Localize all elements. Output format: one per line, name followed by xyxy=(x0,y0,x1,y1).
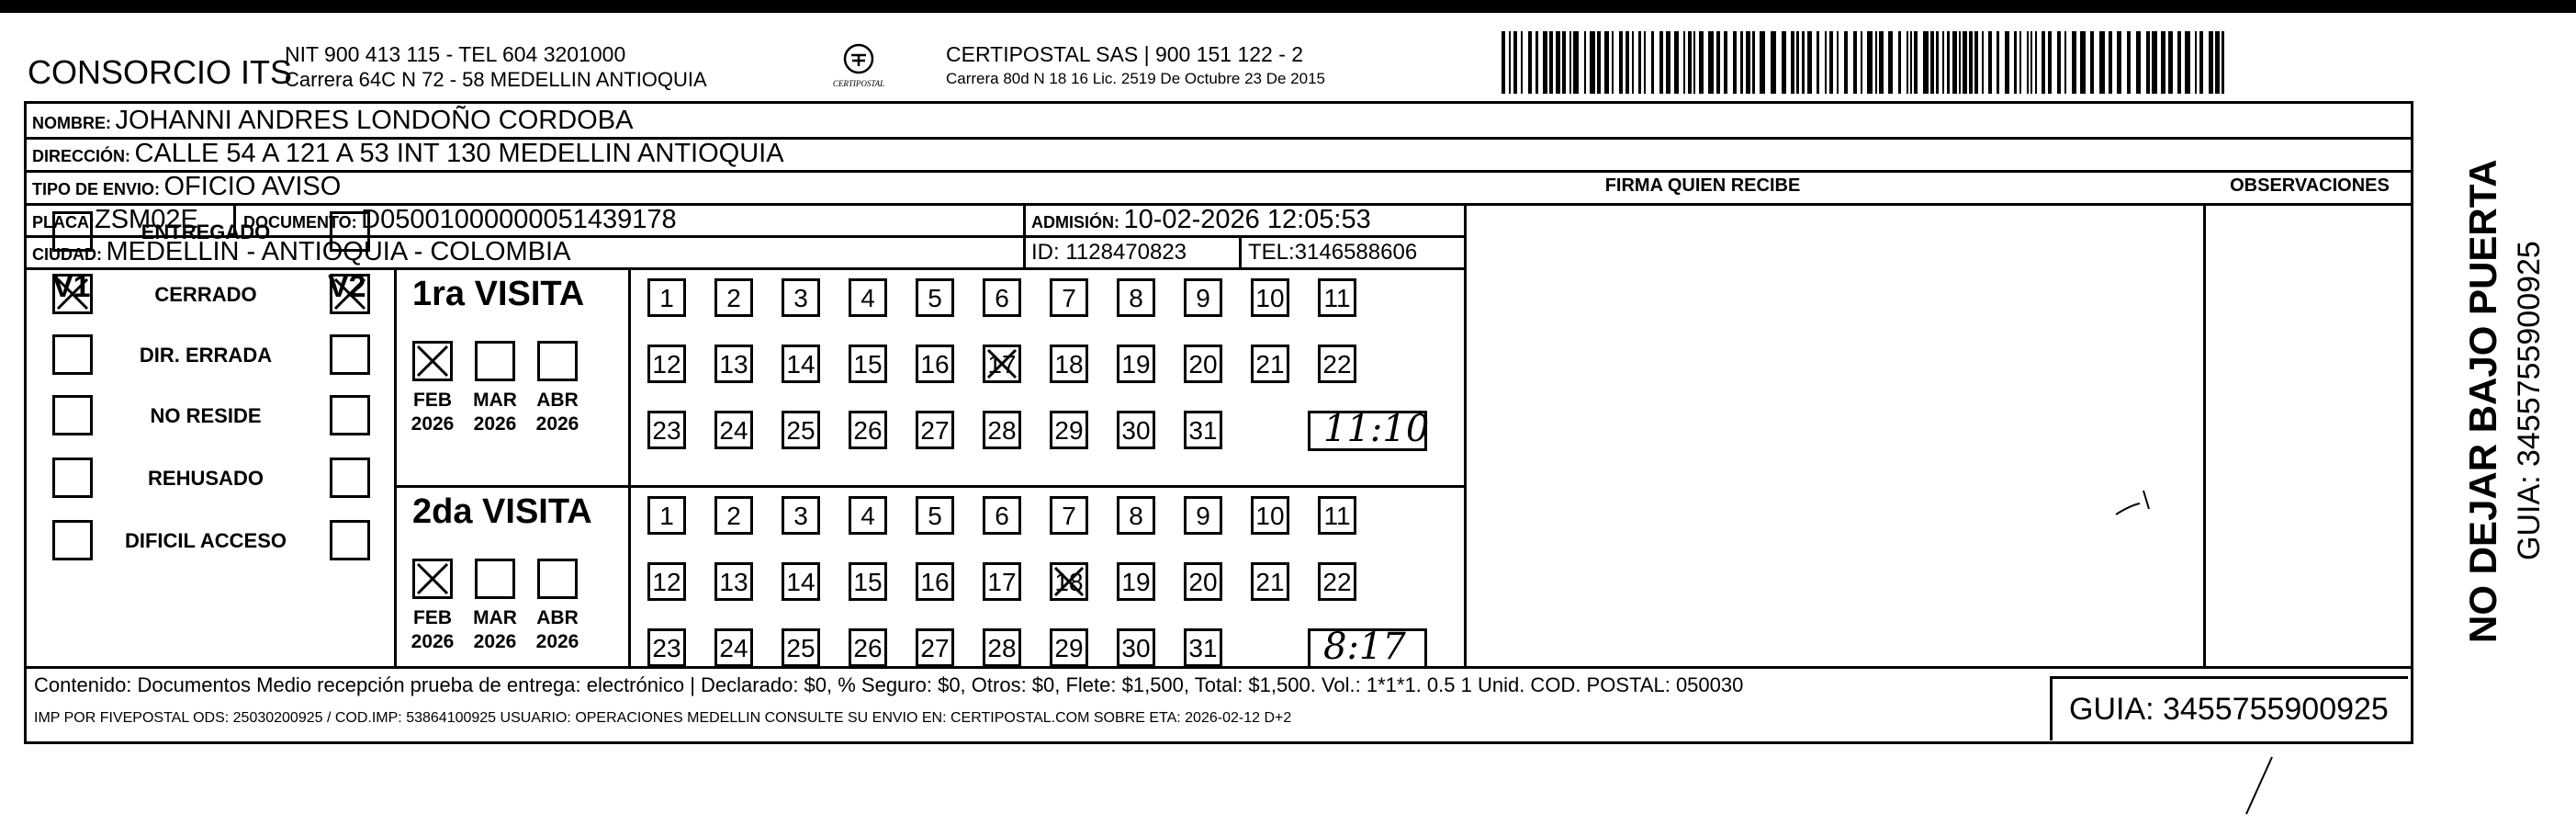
documento-label: DOCUMENTO: xyxy=(243,213,357,232)
day-number: 13 xyxy=(719,350,748,379)
day-number: 15 xyxy=(853,350,883,379)
month-label xyxy=(529,389,586,436)
day-box[interactable] xyxy=(849,278,887,317)
day-number: 3 xyxy=(793,502,808,530)
check-x-mark xyxy=(415,561,450,596)
day-number: 26 xyxy=(853,416,883,445)
tel-value: TEL:3146588606 xyxy=(1248,240,1418,265)
day-box[interactable] xyxy=(1318,278,1356,317)
check-x-mark xyxy=(985,347,1018,380)
day-number: 7 xyxy=(1062,502,1076,530)
certipostal-nit: CERTIPOSTAL SAS | 900 151 122 - 2 xyxy=(946,42,1304,66)
check-x-mark xyxy=(332,277,367,311)
placa-value: ZSM02E xyxy=(95,205,198,234)
day-box[interactable] xyxy=(647,411,686,449)
day-number: 5 xyxy=(928,502,942,530)
visit-time-handwritten: 11:10 xyxy=(1323,408,1430,450)
day-box[interactable] xyxy=(1251,278,1289,317)
guia-box xyxy=(2050,676,2408,740)
month-name: MAR xyxy=(473,607,517,628)
month-label xyxy=(404,606,461,654)
day-box[interactable] xyxy=(714,278,753,317)
day-number: 28 xyxy=(987,416,1017,445)
day-number: 20 xyxy=(1188,350,1218,379)
day-number: 4 xyxy=(861,284,875,312)
v1-checkbox[interactable] xyxy=(52,458,93,498)
day-box[interactable] xyxy=(714,496,753,535)
v2-checkbox[interactable] xyxy=(330,395,370,435)
day-box[interactable] xyxy=(782,278,820,317)
day-number: 30 xyxy=(1121,416,1151,445)
day-box[interactable] xyxy=(1117,411,1155,449)
admision-label: ADMISIÓN: xyxy=(1031,213,1119,232)
day-box[interactable] xyxy=(1251,562,1289,601)
v2-checkbox[interactable] xyxy=(330,458,370,498)
day-box[interactable] xyxy=(714,345,753,383)
day-box[interactable] xyxy=(983,628,1021,667)
day-number: 28 xyxy=(987,634,1017,662)
check-x-mark xyxy=(1052,565,1086,598)
col-divider xyxy=(628,267,631,666)
side-guia: GUIA: 3455755900925 xyxy=(2512,241,2547,560)
month-year: 2026 xyxy=(535,631,579,652)
day-box[interactable] xyxy=(647,628,686,667)
day-number: 25 xyxy=(786,416,816,445)
day-box[interactable] xyxy=(1184,411,1222,449)
month-label xyxy=(404,389,461,436)
day-number: 18 xyxy=(1054,350,1084,379)
day-box[interactable] xyxy=(1318,562,1356,601)
day-number: 24 xyxy=(719,416,748,445)
status-option-label: REHUSADO xyxy=(148,467,264,490)
month-year: 2026 xyxy=(411,631,455,652)
visit-title: 2da VISITA xyxy=(412,492,592,531)
guia-number: GUIA: 3455755900925 xyxy=(2069,692,2389,727)
day-number: 5 xyxy=(928,284,942,312)
day-box[interactable] xyxy=(849,496,887,535)
col-divider xyxy=(1464,203,1467,666)
day-box[interactable] xyxy=(1117,562,1155,601)
admision-value: 10-02-2026 12:05:53 xyxy=(1123,205,1371,234)
day-box[interactable] xyxy=(714,411,753,449)
day-number: 25 xyxy=(786,634,816,662)
status-option-label: DIFICIL ACCESO xyxy=(124,529,287,552)
status-option-label: CERRADO xyxy=(154,283,257,306)
day-number: 22 xyxy=(1322,350,1352,379)
day-box[interactable] xyxy=(1050,278,1088,317)
month-name: FEB xyxy=(413,390,452,411)
day-box[interactable] xyxy=(1117,628,1155,667)
day-number: 8 xyxy=(1129,284,1143,312)
ciudad-label: CIUDAD: xyxy=(32,245,102,264)
day-number: 23 xyxy=(652,634,681,662)
certipostal-address: Carrera 80d N 18 16 Lic. 2519 De Octubre 23 De 2015 xyxy=(946,70,1325,87)
day-box[interactable] xyxy=(1184,278,1222,317)
footer-print-info: IMP POR FIVEPOSTAL ODS: 25030200925 / COD.IMP: 53864100925 USUARIO: OPERACIONES MEDELLIN CONSULTE SU ENVIO EN: CERTIPOSTAL.COM SOBRE ETA: 2026-02-12 D+2 xyxy=(34,710,1292,726)
day-box[interactable] xyxy=(1251,496,1289,535)
day-box[interactable] xyxy=(849,562,887,601)
status-option-label: ENTREGADO xyxy=(141,220,271,243)
day-box[interactable] xyxy=(647,345,686,383)
day-number: 14 xyxy=(786,350,816,379)
month-year: 2026 xyxy=(535,413,579,435)
side-warning: NO DEJAR BAJO PUERTA xyxy=(2461,159,2504,643)
day-number: 12 xyxy=(652,350,681,379)
day-number: 6 xyxy=(995,502,1009,530)
day-number: 10 xyxy=(1255,502,1285,530)
id-value: ID: 1128470823 xyxy=(1031,240,1187,265)
month-name: MAR xyxy=(473,390,517,411)
placa-label: PLACA: xyxy=(32,213,95,232)
check-x-mark xyxy=(55,277,90,311)
visit-divider xyxy=(394,485,1464,488)
day-number: 17 xyxy=(987,568,1017,596)
day-number: 9 xyxy=(1196,502,1210,530)
day-box[interactable] xyxy=(714,628,753,667)
day-number: 13 xyxy=(719,568,748,596)
barcode xyxy=(1502,31,2236,94)
month-name: ABR xyxy=(536,607,579,628)
month-year: 2026 xyxy=(473,631,517,652)
day-number: 22 xyxy=(1322,568,1352,596)
day-number: 21 xyxy=(1255,350,1285,379)
day-number: 30 xyxy=(1121,634,1151,662)
month-checkbox[interactable] xyxy=(537,341,578,381)
v1-checkbox[interactable] xyxy=(52,334,93,375)
month-name: FEB xyxy=(413,607,452,628)
day-box[interactable] xyxy=(849,411,887,449)
nombre-field xyxy=(32,106,633,136)
documento-value: D05001000000051439178 xyxy=(361,205,677,234)
month-checkbox[interactable] xyxy=(412,341,453,381)
day-number: 31 xyxy=(1188,634,1218,662)
day-box[interactable] xyxy=(1117,496,1155,535)
footer-content: Contenido: Documentos Medio recepción prueba de entrega: electrónico | Declarado: $0, % Seguro: $0, Otros: $0, Flete: $1,500, Total: $1,500. Vol.: 1*1*1. 0.5 1 Unid. COD. POSTAL: 050030 xyxy=(34,673,1744,696)
day-number: 4 xyxy=(861,502,875,530)
day-box[interactable] xyxy=(983,496,1021,535)
v1-header: V1 xyxy=(52,269,91,304)
month-year: 2026 xyxy=(411,413,455,435)
day-box[interactable] xyxy=(849,628,887,667)
v1-checkbox[interactable] xyxy=(52,274,93,314)
day-number: 12 xyxy=(652,568,681,596)
day-number: 31 xyxy=(1188,416,1218,445)
day-number: 14 xyxy=(786,568,816,596)
month-checkbox[interactable] xyxy=(475,341,515,381)
day-box[interactable] xyxy=(1050,628,1088,667)
day-box[interactable] xyxy=(1117,345,1155,383)
day-box[interactable] xyxy=(1117,278,1155,317)
day-box[interactable] xyxy=(782,628,820,667)
row-divider xyxy=(27,170,2411,173)
month-name: ABR xyxy=(536,390,579,411)
day-box[interactable] xyxy=(782,411,820,449)
month-checkbox[interactable] xyxy=(475,559,515,599)
day-number: 7 xyxy=(1062,284,1076,312)
delivery-form xyxy=(24,101,2413,744)
company-name: CONSORCIO ITS xyxy=(28,53,293,91)
day-number: 29 xyxy=(1054,416,1084,445)
day-box[interactable] xyxy=(916,411,954,449)
nombre-label: NOMBRE: xyxy=(32,114,111,132)
company-nit: NIT 900 413 115 - TEL 604 3201000 xyxy=(285,42,626,66)
month-checkbox[interactable] xyxy=(537,559,578,599)
day-box[interactable] xyxy=(916,496,954,535)
day-number: 29 xyxy=(1054,634,1084,662)
direccion-field xyxy=(32,139,784,169)
day-box[interactable] xyxy=(916,345,954,383)
observaciones-header: OBSERVACIONES xyxy=(2230,175,2390,196)
day-number: 16 xyxy=(920,568,950,596)
day-number: 15 xyxy=(853,568,883,596)
top-border xyxy=(0,0,2576,13)
certipostal-logo xyxy=(822,40,895,92)
day-box[interactable] xyxy=(983,411,1021,449)
firma-header: FIRMA QUIEN RECIBE xyxy=(1604,175,1801,196)
v1-checkbox[interactable] xyxy=(52,395,93,435)
day-number: 1 xyxy=(659,502,674,530)
month-year: 2026 xyxy=(473,413,517,435)
day-box[interactable] xyxy=(1318,345,1356,383)
day-number: 6 xyxy=(995,284,1009,312)
col-divider xyxy=(1239,235,1242,267)
tipo-field xyxy=(32,172,341,202)
day-box[interactable] xyxy=(1318,496,1356,535)
day-number: 24 xyxy=(719,634,748,662)
company-address: Carrera 64C N 72 - 58 MEDELLIN ANTIOQUIA xyxy=(285,68,707,91)
day-number: 27 xyxy=(920,416,950,445)
row-divider xyxy=(27,267,1464,270)
day-box[interactable] xyxy=(647,562,686,601)
v2-checkbox[interactable] xyxy=(330,334,370,375)
day-number: 18 xyxy=(1054,568,1084,596)
direccion-value: CALLE 54 A 121 A 53 INT 130 MEDELLIN ANTIOQUIA xyxy=(134,139,784,168)
day-number: 21 xyxy=(1255,568,1285,596)
v2-checkbox[interactable] xyxy=(330,211,370,252)
day-box[interactable] xyxy=(782,562,820,601)
day-number: 20 xyxy=(1188,568,1218,596)
v2-header: V2 xyxy=(328,269,366,304)
day-box[interactable] xyxy=(916,562,954,601)
visit-time-box[interactable] xyxy=(1308,408,1430,451)
logo-text: CERTIPOSTAL xyxy=(832,79,885,88)
day-number: 27 xyxy=(920,634,950,662)
check-x-mark xyxy=(415,344,450,379)
v1-checkbox[interactable] xyxy=(52,211,93,252)
day-box[interactable] xyxy=(983,562,1021,601)
day-box[interactable] xyxy=(916,628,954,667)
day-box[interactable] xyxy=(782,496,820,535)
day-box[interactable] xyxy=(1184,345,1222,383)
day-box[interactable] xyxy=(916,278,954,317)
day-box[interactable] xyxy=(1050,496,1088,535)
day-number: 17 xyxy=(987,350,1017,379)
col-divider xyxy=(1023,203,1026,267)
day-box[interactable] xyxy=(1050,345,1088,383)
v1-checkbox[interactable] xyxy=(52,520,93,560)
day-box[interactable] xyxy=(1050,562,1088,601)
scan-mark xyxy=(2112,487,2167,524)
ciudad-value: MEDELLIN - ANTIOQUIA - COLOMBIA xyxy=(106,237,571,266)
day-number: 2 xyxy=(726,284,741,312)
direccion-label: DIRECCIÓN: xyxy=(32,147,130,165)
month-label xyxy=(467,606,523,654)
col-divider xyxy=(394,267,397,666)
visit-title: 1ra VISITA xyxy=(412,275,585,313)
visit-time-box[interactable] xyxy=(1308,628,1427,669)
day-number: 9 xyxy=(1196,284,1210,312)
day-number: 3 xyxy=(793,284,808,312)
day-number: 23 xyxy=(652,416,681,445)
day-box[interactable] xyxy=(1184,562,1222,601)
day-box[interactable] xyxy=(647,496,686,535)
day-number: 1 xyxy=(659,284,674,312)
day-number: 19 xyxy=(1121,568,1151,596)
day-box[interactable] xyxy=(983,278,1021,317)
month-label xyxy=(467,389,523,436)
v2-checkbox[interactable] xyxy=(330,274,370,314)
day-number: 11 xyxy=(1323,502,1351,530)
tipo-label: TIPO DE ENVIO: xyxy=(32,180,161,198)
day-box[interactable] xyxy=(1184,628,1222,667)
day-box[interactable] xyxy=(647,278,686,317)
day-number: 11 xyxy=(1323,284,1351,312)
day-number: 2 xyxy=(726,502,741,530)
day-number: 10 xyxy=(1255,284,1285,312)
day-number: 8 xyxy=(1129,502,1143,530)
month-label xyxy=(529,606,586,654)
col-divider xyxy=(2203,203,2206,666)
nombre-value: JOHANNI ANDRES LONDOÑO CORDOBA xyxy=(115,106,634,135)
visit-time-handwritten: 8:17 xyxy=(1323,626,1406,668)
v2-checkbox[interactable] xyxy=(330,520,370,560)
day-box[interactable] xyxy=(1050,411,1088,449)
scan-mark xyxy=(2241,753,2278,818)
tipo-value: OFICIO AVISO xyxy=(163,172,342,201)
status-option-label: DIR. ERRADA xyxy=(139,344,273,367)
admision-field xyxy=(1031,205,1371,235)
status-option-label: NO RESIDE xyxy=(150,404,262,427)
day-box[interactable] xyxy=(782,345,820,383)
day-box[interactable] xyxy=(983,345,1021,383)
day-number: 19 xyxy=(1121,350,1151,379)
day-box[interactable] xyxy=(849,345,887,383)
day-number: 26 xyxy=(853,634,883,662)
day-box[interactable] xyxy=(1184,496,1222,535)
day-box[interactable] xyxy=(714,562,753,601)
day-number: 16 xyxy=(920,350,950,379)
month-checkbox[interactable] xyxy=(412,559,453,599)
day-box[interactable] xyxy=(1251,345,1289,383)
